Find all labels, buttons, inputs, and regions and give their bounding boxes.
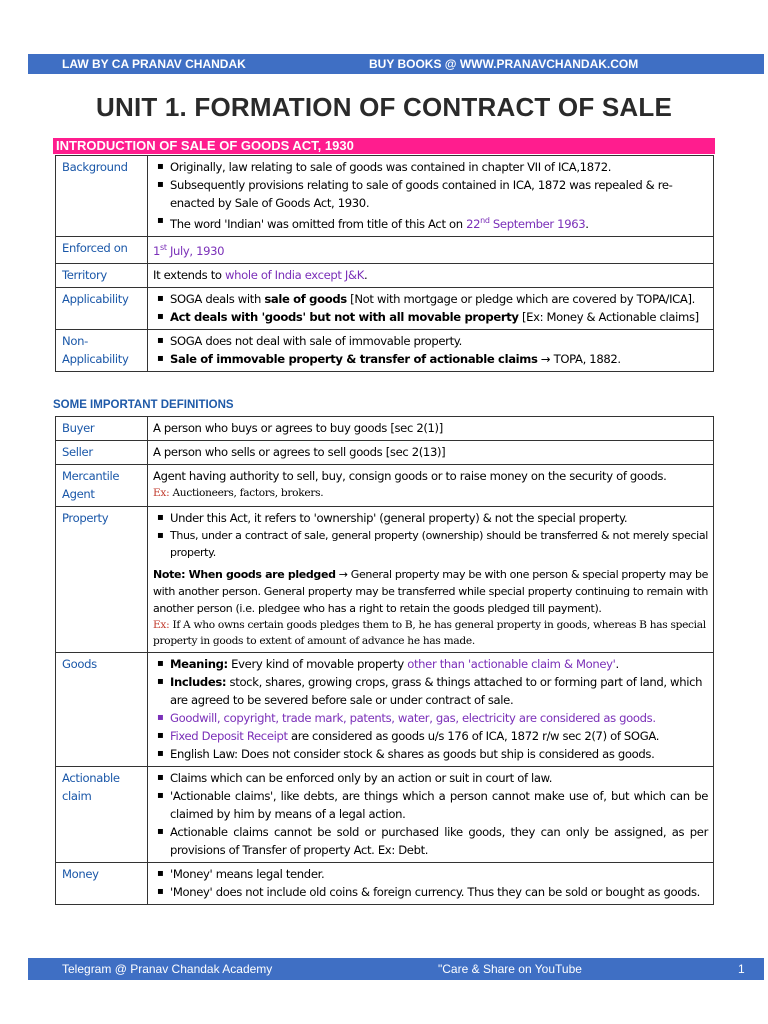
list-item: ▪ Subsequently provisions relating to sale of goods contained in ICA, 1872 was repealed & re-enacted by Sale of Goods Act, 1930. [153,176,708,212]
row-label: Buyer [56,417,148,441]
row-content: 1st July, 1930 [148,236,714,263]
row-content [148,507,714,653]
row-label: Territory [56,263,148,287]
row-content [148,329,714,371]
row-content [148,653,714,767]
list-item: ▪ Includes: stock, shares, growing crops, grass & things attached to or forming part of land, which are agreed to be severed before sale or under contract of sale. [153,673,708,709]
definition-text: Agent having authority to sell, buy, consign goods or to raise money on the security of goods. [153,469,667,483]
list-item: ▪ 'Actionable claims', like debts, are things which a person cannot make use of, but which can be claimed by him by means of a legal action. [153,787,708,823]
row-label: Background [56,156,148,237]
table-row [56,465,714,507]
row-label: Actionable claim [56,767,148,863]
row-content: A person who buys or agrees to buy goods [sec 2(1)] [148,417,714,441]
footer-telegram[interactable]: Telegram @ Pranav Chandak Academy [62,962,273,976]
table-row [56,329,714,371]
row-content [148,156,714,237]
row-label: Mercantile Agent [56,465,148,507]
list-item: ▪ SOGA deals with sale of goods [Not with mortgage or pledge which are covered by TOPA/ICA]. [153,290,708,308]
definitions-table [55,416,714,905]
table-row [56,156,714,237]
intro-heading: INTRODUCTION OF SALE OF GOODS ACT, 1930 [53,138,715,154]
list-item: ▪ Act deals with 'goods' but not with all movable property [Ex: Money & Actionable claims] [153,308,708,326]
list-item: ▪ English Law: Does not consider stock & shares as goods but ship is considered as goods. [153,745,708,763]
row-label: Seller [56,441,148,465]
table-row [56,863,714,905]
list-item: ▪ Fixed Deposit Receipt are considered as goods u/s 176 of ICA, 1872 r/w sec 2(7) of SOGA. [153,727,708,745]
list-item: ▪ Actionable claims cannot be sold or purchased like goods, they can only be assigned, as per provisions of Transfer of property Act. Ex: Debt. [153,823,708,859]
note-text: Note: When goods are pledged → General property may be with one person & special property may be with another person. General property may be transferred while special property continuing to remain with another person (i.e. pledgee who has a right to retain the goods pledged till payment). [153,568,708,615]
list-item: ▪ Claims which can be enforced only by an action or suit in court of law. [153,769,708,787]
table-row [56,441,714,465]
definitions-heading: SOME IMPORTANT DEFINITIONS [53,399,234,411]
table-row [56,417,714,441]
row-content: It extends to whole of India except J&K. [148,263,714,287]
example-text: Ex: Auctioneers, factors, brokers. [153,487,324,499]
row-content [148,767,714,863]
row-label: Goods [56,653,148,767]
list-item: ▪ Goodwill, copyright, trade mark, patents, water, gas, electricity are considered as goods. [153,709,708,727]
list-item: ▪ Under this Act, it refers to 'ownership' (general property) & not the special property. [153,509,708,527]
list-item: ▪ The word 'Indian' was omitted from title of this Act on 22nd September 1963. [153,212,708,233]
row-label: Money [56,863,148,905]
header-books-link[interactable]: BUY BOOKS @ WWW.PRANAVCHANDAK.COM [369,57,639,71]
list-item: ▪ Meaning: Every kind of movable property other than 'actionable claim & Money'. [153,655,708,673]
row-content [148,287,714,329]
example-text: Ex: If A who owns certain goods pledges them to B, he has general property in goods, whereas B has special property in goods to extent of amount of advance he has made. [153,619,706,647]
footer-bar [28,958,764,980]
list-item: ▪ Thus, under a contract of sale, general property (ownership) should be transferred & not merely special property. [153,527,708,561]
row-label: Enforced on [56,236,148,263]
list-item: ▪ SOGA does not deal with sale of immovable property. [153,332,708,350]
row-label: Non-Applicability [56,329,148,371]
intro-table [55,155,714,372]
list-item: ▪ Originally, law relating to sale of goods was contained in chapter VII of ICA,1872. [153,158,708,176]
list-item: ▪ 'Money' does not include old coins & foreign currency. Thus they can be sold or bought as goods. [153,883,708,901]
footer-youtube[interactable]: "Care & Share on YouTube [438,962,582,976]
header-bar [28,54,764,74]
page-number: 1 [738,962,745,976]
list-item: ▪ 'Money' means legal tender. [153,865,708,883]
table-row [56,653,714,767]
list-item: ▪ Sale of immovable property & transfer of actionable claims → TOPA, 1882. [153,350,708,368]
table-row [56,263,714,287]
row-content [148,863,714,905]
table-row [56,287,714,329]
header-author: LAW BY CA PRANAV CHANDAK [62,57,246,71]
row-content: A person who sells or agrees to sell goods [sec 2(13)] [148,441,714,465]
row-label: Applicability [56,287,148,329]
row-label: Property [56,507,148,653]
row-content [148,465,714,507]
table-row [56,507,714,653]
page-title: UNIT 1. FORMATION OF CONTRACT OF SALE [96,92,672,122]
table-row [56,236,714,263]
table-row [56,767,714,863]
